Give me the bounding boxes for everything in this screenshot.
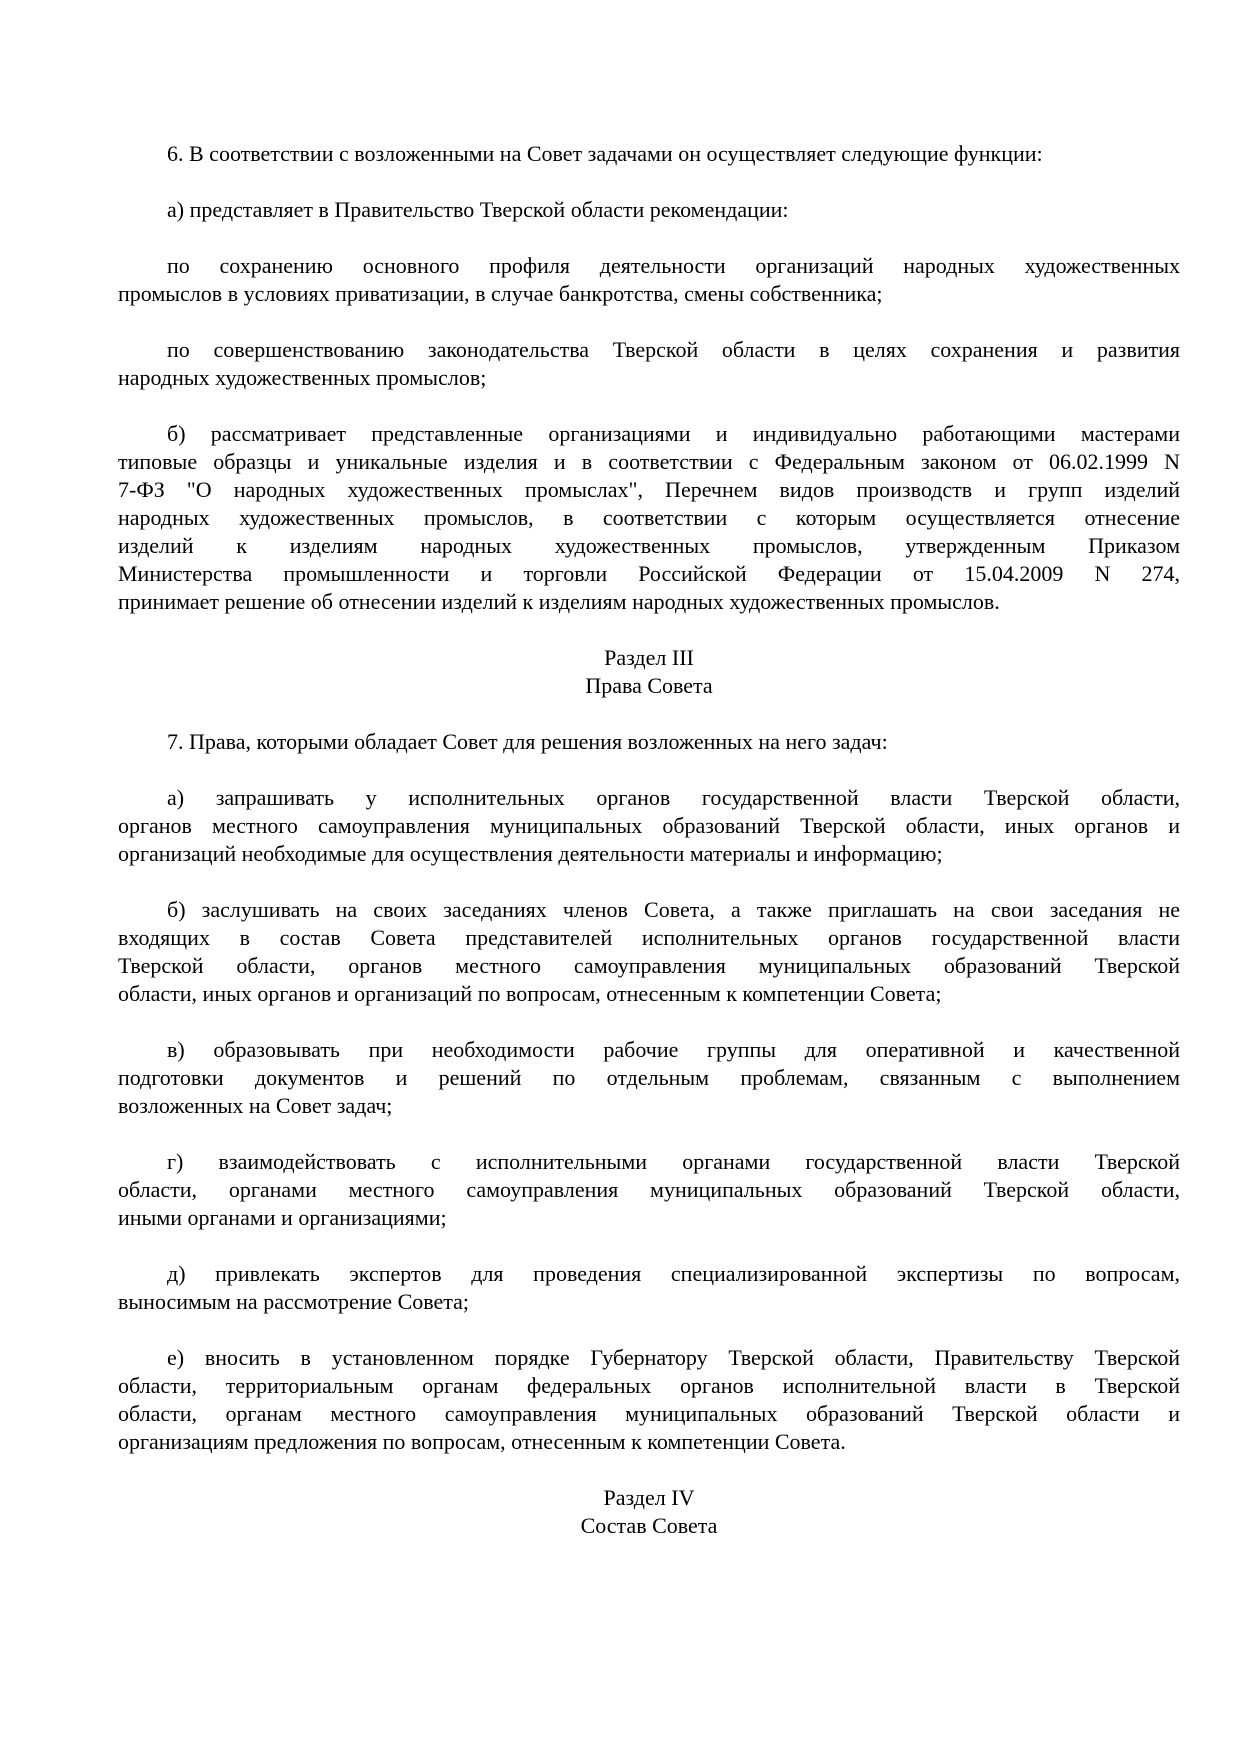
text-line: е) вносить в установленном порядке Губернатору Тверской области, Правительству Тверской (167, 1345, 1180, 1370)
heading-line: Права Совета (585, 673, 713, 698)
text-line: а) представляет в Правительство Тверской области рекомендации: (167, 197, 789, 222)
text-line: Министерства промышленности и торговли Российской Федерации от 15.04.2009 N 274, (118, 561, 1180, 586)
text-line: промыслов в условиях приватизации, в случае банкротства, смены собственника; (118, 281, 883, 306)
paragraph (118, 1260, 1180, 1316)
paragraph (118, 784, 1180, 868)
text-line: в) образовывать при необходимости рабочие группы для оперативной и качественной (167, 1037, 1180, 1062)
section-heading (118, 644, 1180, 700)
paragraph (118, 252, 1180, 308)
text-line: д) привлекать экспертов для проведения специализированной экспертизы по вопросам, (167, 1261, 1180, 1286)
text-line: выносимым на рассмотрение Совета; (118, 1289, 470, 1314)
section-heading (118, 1484, 1180, 1540)
paragraph (118, 140, 1180, 168)
text-line: 7-ФЗ "О народных художественных промыслах", Перечнем видов производств и групп изделий (118, 477, 1180, 502)
text-line: по сохранению основного профиля деятельности организаций народных художественных (167, 253, 1180, 278)
paragraph (118, 420, 1180, 616)
paragraph (118, 728, 1180, 756)
text-line: народных художественных промыслов; (118, 365, 487, 390)
heading-line: Раздел III (604, 645, 694, 670)
text-line: области, иных органов и организаций по вопросам, отнесенным к компетенции Совета; (118, 981, 942, 1006)
text-line: Тверской области, органов местного самоуправления муниципальных образований Тверской (118, 953, 1180, 978)
paragraph (118, 896, 1180, 1008)
text-line: народных художественных промыслов, в соответствии с которым осуществляется отнесение (118, 505, 1180, 530)
text-line: по совершенствованию законодательства Тверской области в целях сохранения и развития (167, 337, 1180, 362)
heading-line: Раздел IV (603, 1485, 695, 1510)
text-line: типовые образцы и уникальные изделия и в соответствии с Федеральным законом от 06.02.1999 N (118, 449, 1180, 474)
text-line: организаций необходимые для осуществления деятельности материалы и информацию; (118, 841, 943, 866)
text-line: области, территориальным органам федеральных органов исполнительной власти в Тверской (118, 1373, 1180, 1398)
paragraph (118, 196, 1180, 224)
text-line: иными органами и организациями; (118, 1205, 447, 1230)
text-line: подготовки документов и решений по отдельным проблемам, связанным с выполнением (118, 1065, 1180, 1090)
text-line: 6. В соответствии с возложенными на Совет задачами он осуществляет следующие функции: (167, 141, 1043, 166)
text-line: организациям предложения по вопросам, отнесенным к компетенции Совета. (118, 1429, 846, 1454)
text-line: области, органами местного самоуправления муниципальных образований Тверской области, (118, 1177, 1180, 1202)
text-line: 7. Права, которыми обладает Совет для решения возложенных на него задач: (167, 729, 888, 754)
paragraph (118, 1344, 1180, 1456)
text-line: органов местного самоуправления муниципальных образований Тверской области, иных органов и (118, 813, 1180, 838)
paragraph (118, 336, 1180, 392)
paragraph (118, 1036, 1180, 1120)
text-line: б) рассматривает представленные организациями и индивидуально работающими мастерами (167, 421, 1180, 446)
document-body (118, 140, 1180, 1540)
text-line: б) заслушивать на своих заседаниях членов Совета, а также приглашать на свои заседания не (167, 897, 1180, 922)
heading-line: Состав Совета (580, 1513, 718, 1538)
text-line: изделий к изделиям народных художественных промыслов, утвержденным Приказом (118, 533, 1180, 558)
text-line: возложенных на Совет задач; (118, 1093, 393, 1118)
text-line: области, органам местного самоуправления муниципальных образований Тверской области и (118, 1401, 1180, 1426)
text-line: входящих в состав Совета представителей исполнительных органов государственной власти (118, 925, 1180, 950)
text-line: а) запрашивать у исполнительных органов государственной власти Тверской области, (167, 785, 1180, 810)
text-line: принимает решение об отнесении изделий к изделиям народных художественных промыслов. (118, 589, 1000, 614)
paragraph (118, 1148, 1180, 1232)
text-line: г) взаимодействовать с исполнительными органами государственной власти Тверской (167, 1149, 1180, 1174)
